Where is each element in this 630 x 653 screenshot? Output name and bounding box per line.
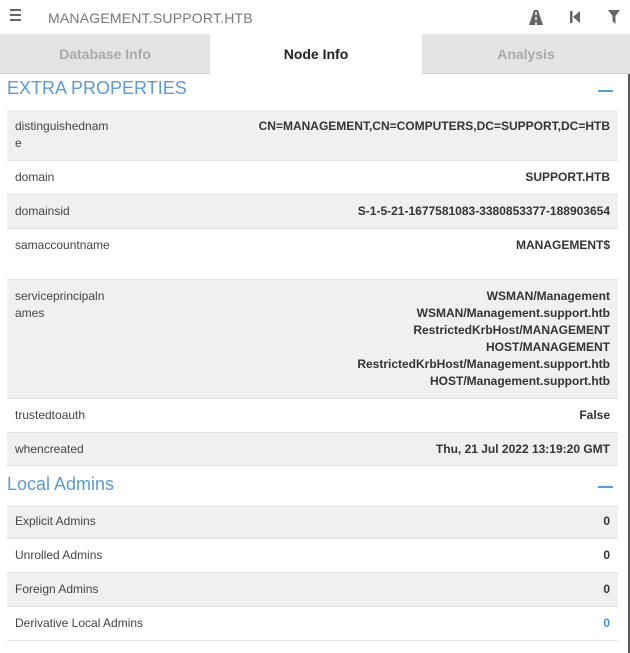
spn-entry: RestrictedKrbHost/Management.support.htb <box>357 357 610 371</box>
property-key: Explicit Admins <box>15 514 96 528</box>
spn-entry: WSMAN/Management <box>486 289 610 303</box>
local-admins-row-derivative <box>7 607 618 641</box>
tab-bar <box>0 34 630 74</box>
property-value: 0 <box>603 548 610 562</box>
local-admins-header[interactable] <box>7 474 618 500</box>
extra-properties-header[interactable] <box>7 78 618 104</box>
property-value: False <box>579 408 610 422</box>
property-value: Thu, 21 Jul 2022 13:19:20 GMT <box>435 442 610 456</box>
local-admins-title: Local Admins <box>7 474 115 494</box>
property-value: 0 <box>603 582 610 596</box>
property-key: Derivative Local Admins <box>15 616 144 630</box>
spn-entry: WSMAN/Management.support.htb <box>416 306 610 320</box>
collapse-icon[interactable] <box>598 90 613 92</box>
property-key: serviceprincipalnames <box>15 289 105 320</box>
property-value: SUPPORT.HTB <box>525 170 610 184</box>
property-row-domainsid <box>7 195 618 229</box>
local-admins-table <box>7 505 618 641</box>
derivative-admins-link[interactable]: 0 <box>603 616 610 630</box>
property-key: trustedtoauth <box>15 408 86 422</box>
node-title: MANAGEMENT.SUPPORT.HTB <box>48 10 253 26</box>
local-admins-row-foreign <box>7 573 618 607</box>
property-row-distinguishedname <box>7 110 618 161</box>
property-key: Unrolled Admins <box>15 548 103 562</box>
property-value-list <box>357 288 610 390</box>
hamburger-menu-icon[interactable] <box>10 9 22 23</box>
property-key: domain <box>15 170 55 184</box>
filter-icon[interactable] <box>605 8 623 26</box>
spn-entry: HOST/MANAGEMENT <box>486 340 610 354</box>
spn-entry: HOST/Management.support.htb <box>430 374 610 388</box>
collapse-icon[interactable] <box>598 486 613 488</box>
tab-database-info[interactable]: Database Info <box>0 34 210 74</box>
property-row-domain <box>7 161 618 195</box>
property-key: whencreated <box>15 442 84 456</box>
property-value: CN=MANAGEMENT,CN=COMPUTERS,DC=SUPPORT,DC=HTB <box>258 119 610 133</box>
road-icon[interactable] <box>527 8 545 26</box>
local-admins-row-unrolled <box>7 539 618 573</box>
step-backward-icon[interactable] <box>566 8 584 26</box>
spn-entry: RestrictedKrbHost/MANAGEMENT <box>413 323 610 337</box>
extra-properties-table <box>7 110 618 466</box>
property-row-trustedtoauth <box>7 399 618 433</box>
property-value: 0 <box>603 514 610 528</box>
property-key: domainsid <box>15 204 70 218</box>
property-key: distinguishedname <box>15 119 109 150</box>
property-key: Foreign Admins <box>15 582 99 596</box>
tab-node-info[interactable]: Node Info <box>210 34 422 74</box>
property-value: S-1-5-21-1677581083-3380853377-188903654 <box>357 204 610 218</box>
top-bar <box>0 0 630 34</box>
property-row-whencreated <box>7 433 618 466</box>
property-row-serviceprincipalnames <box>7 280 618 399</box>
local-admins-row-explicit <box>7 505 618 539</box>
property-value: MANAGEMENT$ <box>515 238 610 252</box>
tab-analysis[interactable]: Analysis <box>422 34 630 74</box>
property-key: samaccountname <box>15 238 110 252</box>
extra-properties-title: EXTRA PROPERTIES <box>7 78 187 98</box>
property-row-samaccountname <box>7 229 618 280</box>
